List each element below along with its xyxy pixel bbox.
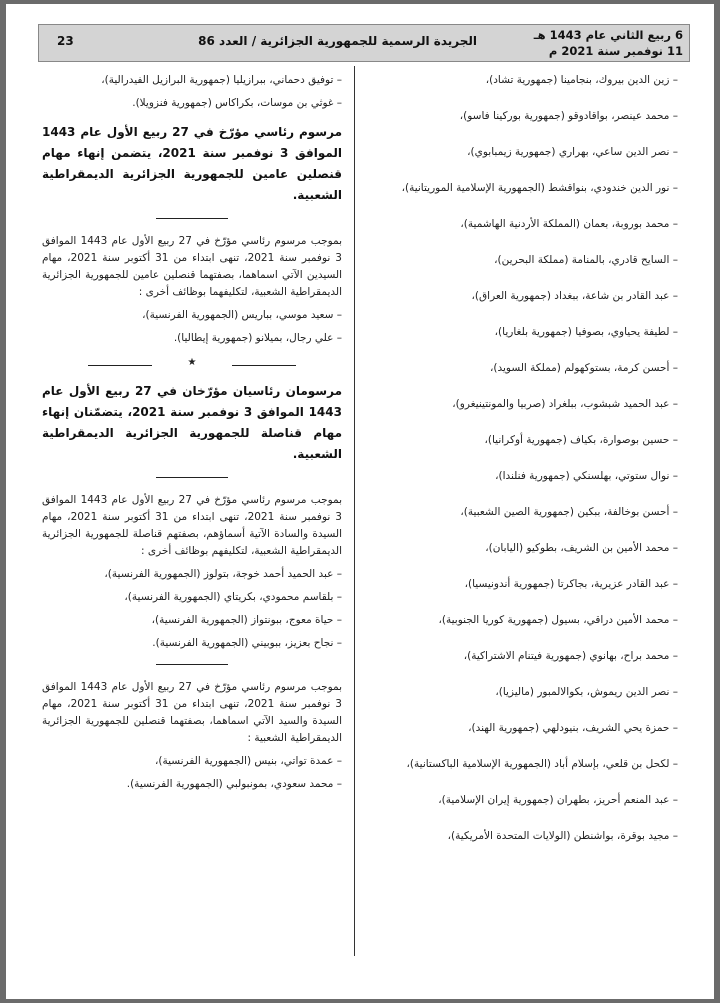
list-item: – زين الدين بيروك، بنجامينا (جمهورية تشاد)، [485, 74, 678, 86]
list-item: – عبد الحميد شبشوب، ببلغراد (صربيا والمونتينيغرو)، [452, 398, 678, 410]
column-divider [354, 66, 355, 956]
list-item: – عبد الحميد أحمد خوجة، بتولوز (الجمهورية الفرنسية)، [104, 568, 342, 580]
list-item: – بلقاسم محمودي، بكريتاي (الجمهورية الفرنسية)، [124, 591, 342, 603]
list-item: – نور الدين خندودي، بنواقشط (الجمهورية الإسلامية الموريتانية)، [401, 182, 678, 194]
decree-title: مرسوم رئاسي مؤرّخ في 27 ربيع الأول عام 1443 الموافق 3 نوفمبر سنة 2021، يتضمن إنهاء مهام قنصلين عامين للجمهورية الجزائرية الديمقراطية الشعبية. [42, 125, 343, 202]
page-header [38, 24, 690, 62]
right-column [378, 72, 678, 864]
decree-body: بموجب مرسوم رئاسي مؤرّخ في 27 ربيع الأول عام 1443 الموافق 3 نوفمبر سنة 2021، تنهى ابتداء من 31 أكتوبر سنة 2021، مهام السيدين الآتي اسماهما، بصفتهما قنصلين عامين للجمهورية الجزائرية الديمقراطية الشعبية، لتكليفهما بوظائف أخرى : [42, 235, 342, 298]
list-item: – محمد بوروبة، بعمان (المملكة الأردنية الهاشمية)، [460, 218, 678, 230]
left-column [42, 72, 342, 799]
list-item: – سعيد موسي، بباريس (الجمهورية الفرنسية)، [142, 309, 342, 321]
list-item: – محمد عينصر، بواقادوقو (جمهورية بوركينا فاسو)، [459, 110, 678, 122]
list-item: – مجيد بوقرة، بواشنطن (الولايات المتحدة الأمريكية)، [447, 830, 678, 842]
list-item: – نجاح بعزيز، ببوبيني (الجمهورية الفرنسية). [152, 637, 342, 649]
title-separator [156, 218, 228, 219]
document-page [6, 4, 714, 999]
header-date [534, 27, 683, 59]
list-item: – محمد الأمين دراقي، بسيول (جمهورية كوريا الجنوبية)، [438, 614, 678, 626]
header-date-gregorian: 11 نوفمبر سنة 2021 م [548, 44, 683, 58]
list-item: – حسين بوصوارة، بكياف (جمهورية أوكرانيا)، [484, 434, 678, 446]
list-item: – محمد سعودي، بمونبولبي (الجمهورية الفرنسية). [126, 778, 342, 790]
header-date-hijri: 6 ربيع الثاني عام 1443 هـ [533, 28, 683, 42]
star-separator [42, 359, 342, 371]
list-item: – توفيق دحماني، ببرازيليا (جمهورية البرازيل الفيدرالية)، [101, 74, 342, 86]
list-item: – السايح قادري، بالمنامة (مملكة البحرين)، [494, 254, 678, 266]
list-item: – لطيفة يحياوي، بصوفيا (جمهورية بلغاريا)، [494, 326, 678, 338]
page-number: 23 [57, 34, 74, 48]
header-title: الجريدة الرسمية للجمهورية الجزائرية / العدد 86 [198, 34, 477, 48]
list-item: – محمد الأمين بن الشريف، بطوكيو (اليابان)، [485, 542, 678, 554]
list-item: – نصر الدين ساعي، بهراري (جمهورية زيمبابوي)، [467, 146, 678, 158]
list-item: – لكحل بن قلعي، بإسلام أباد (الجمهورية الإسلامية الباكستانية)، [406, 758, 678, 770]
star-icon: ★ [187, 357, 197, 368]
list-item: – عبد القادر بن شاعة، ببغداد (جمهورية العراق)، [471, 290, 678, 302]
list-item: – أحسن بوخالفة، ببكين (جمهورية الصين الشعبية)، [460, 506, 678, 518]
list-item: – حمزة يحي الشريف، بنيودلهي (جمهورية الهند)، [468, 722, 678, 734]
list-item: – محمد براح، بهانوي (جمهورية فيتنام الاشتراكية)، [463, 650, 678, 662]
decree-title: مرسومان رئاسيان مؤرّخان في 27 ربيع الأول عام 1443 الموافق 3 نوفمبر سنة 2021، يتضمّنان إنهاء مهام قناصلة للجمهورية الجزائرية الديمقراطية الشعبية. [42, 384, 342, 461]
list-item: – غوثي بن موسات، بكراكاس (جمهورية فنزويلا). [132, 97, 342, 109]
list-item: – أحسن كرمة، بستوكهولم (مملكة السويد)، [490, 362, 678, 374]
list-item: – علي رجال، بميلانو (جمهورية إيطاليا). [173, 332, 342, 344]
section-separator [156, 664, 228, 665]
list-item: – عمدة تواتي، بنيس (الجمهورية الفرنسية)، [154, 755, 342, 767]
list-item: – حياة معوج، ببونتواز (الجمهورية الفرنسية)، [151, 614, 342, 626]
decree-body: بموجب مرسوم رئاسي مؤرّخ في 27 ربيع الأول عام 1443 الموافق 3 نوفمبر سنة 2021، تنهى ابتداء من 31 أكتوبر سنة 2021، مهام السيدة والسادة الآتية أسماؤهم، بصفتهم قناصلة للجمهورية الجزائرية الديمقراطية الشعبية، لتكليفهم بوظائف أخرى : [42, 494, 342, 557]
decree-body: بموجب مرسوم رئاسي مؤرّخ في 27 ربيع الأول عام 1443 الموافق 3 نوفمبر سنة 2021، تنهى ابتداء من 31 أكتوبر سنة 2021، مهام السيدة والسيد الآتي اسماهما، بصفتهما قنصلين للجمهورية الجزائرية الديمقراطية الشعبية : [42, 681, 342, 744]
list-item: – عبد المنعم أحريز، بطهران (جمهورية إيران الإسلامية)، [438, 794, 678, 806]
title-separator [156, 477, 228, 478]
list-item: – عبد القادر عزيرية، بجاكرتا (جمهورية أندونيسيا)، [464, 578, 678, 590]
list-item: – نوال ستوتي، بهلسنكي (جمهورية فنلندا)، [495, 470, 678, 482]
list-item: – نصر الدين ريموش، بكوالالمبور (ماليزيا)، [495, 686, 678, 698]
